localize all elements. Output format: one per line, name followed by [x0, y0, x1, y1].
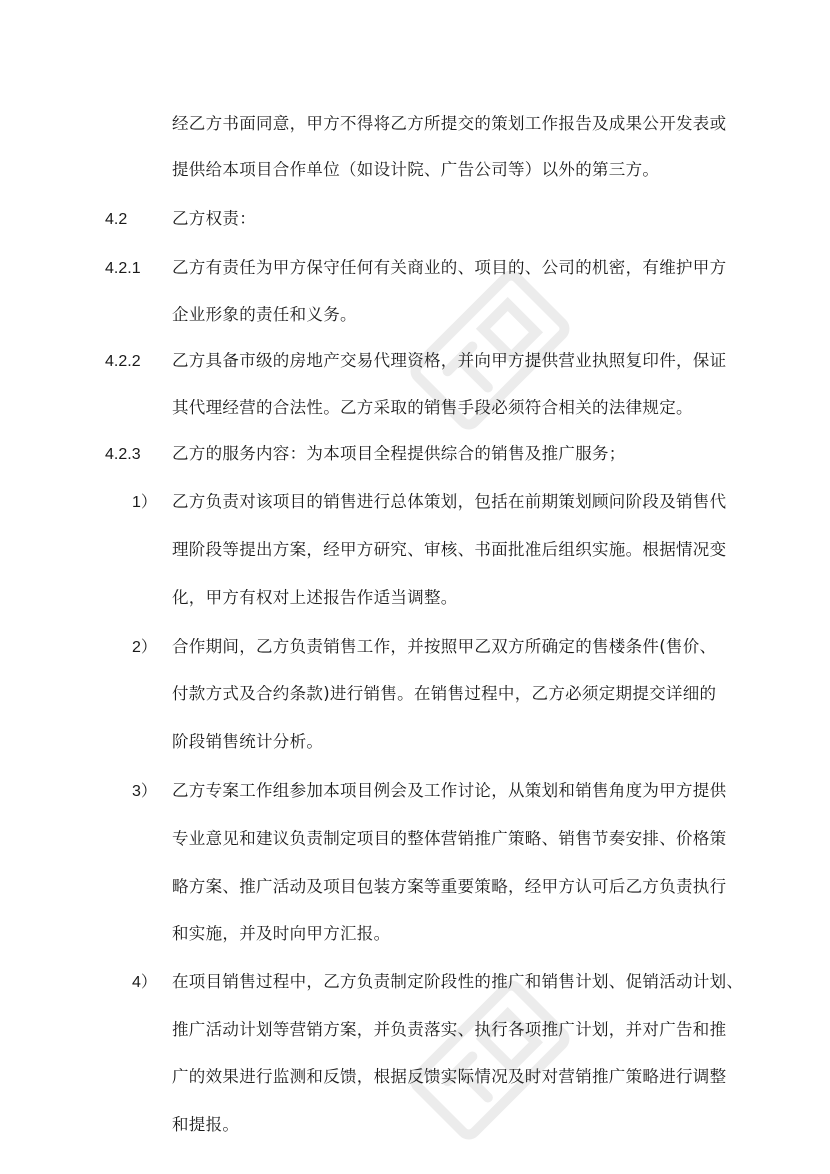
paragraph-line: 理阶段等提出方案，经甲方研究、审核、书面批准后组织实施。根据情况变 [172, 540, 727, 559]
clause-number: 4） [132, 974, 157, 991]
paragraph-line: 乙方有责任为甲方保守任何有关商业的、项目的、公司的机密，有维护甲方 [172, 258, 727, 277]
paragraph-line: 其代理经营的合法性。乙方采取的销售手段必须符合相关的法律规定。 [172, 398, 693, 417]
paragraph-line: 和实施，并及时向甲方汇报。 [172, 924, 391, 943]
paragraph-line: 付款方式及合约条款)进行销售。在销售过程中，乙方必须定期提交详细的 [172, 684, 717, 703]
clause-number: 2） [132, 639, 157, 656]
paragraph-line: 乙方权责： [172, 209, 256, 228]
clause-number: 1） [132, 494, 157, 511]
paragraph-line: 化，甲方有权对上述报告作适当调整。 [172, 588, 458, 607]
paragraph-line: 经乙方书面同意，甲方不得将乙方所提交的策划工作报告及成果公开发表或 [172, 114, 727, 133]
clause-number: 4.2.2 [105, 353, 141, 370]
paragraph-line: 和提报。 [172, 1115, 240, 1134]
paragraph-line: 乙方具备市级的房地产交易代理资格，并向甲方提供营业执照复印件，保证 [172, 351, 727, 370]
paragraph-line: 提供给本项目合作单位（如设计院、广告公司等）以外的第三方。 [172, 160, 660, 179]
paragraph-line: 在项目销售过程中，乙方负责制定阶段性的推广和销售计划、促销活动计划、 [172, 972, 744, 991]
paragraph-line: 专业意见和建议负责制定项目的整体营销推广策略、销售节奏安排、价格策 [172, 829, 727, 848]
paragraph-line: 合作期间，乙方负责销售工作，并按照甲乙双方所确定的售楼条件(售价、 [172, 637, 717, 656]
paragraph-line: 略方案、推广活动及项目包装方案等重要策略，经甲方认可后乙方负责执行 [172, 877, 727, 896]
clause-number: 4.2.1 [105, 260, 141, 277]
paragraph-line: 乙方的服务内容：为本项目全程提供综合的销售及推广服务； [172, 444, 626, 463]
paragraph-line: 乙方专案工作组参加本项目例会及工作讨论，从策划和销售角度为甲方提供 [172, 781, 727, 800]
clause-number: 3） [132, 783, 157, 800]
clause-number: 4.2 [105, 211, 128, 228]
paragraph-line: 推广活动计划等营销方案，并负责落实、执行各项推广计划，并对广告和推 [172, 1020, 727, 1039]
paragraph-line: 广的效果进行监测和反馈，根据反馈实际情况及时对营销推广策略进行调整 [172, 1067, 727, 1086]
clause-number: 4.2.3 [105, 446, 141, 463]
paragraph-line: 乙方负责对该项目的销售进行总体策划，包括在前期策划顾问阶段及销售代 [172, 492, 727, 511]
paragraph-line: 阶段销售统计分析。 [172, 732, 324, 751]
paragraph-line: 企业形象的责任和义务。 [172, 305, 357, 324]
